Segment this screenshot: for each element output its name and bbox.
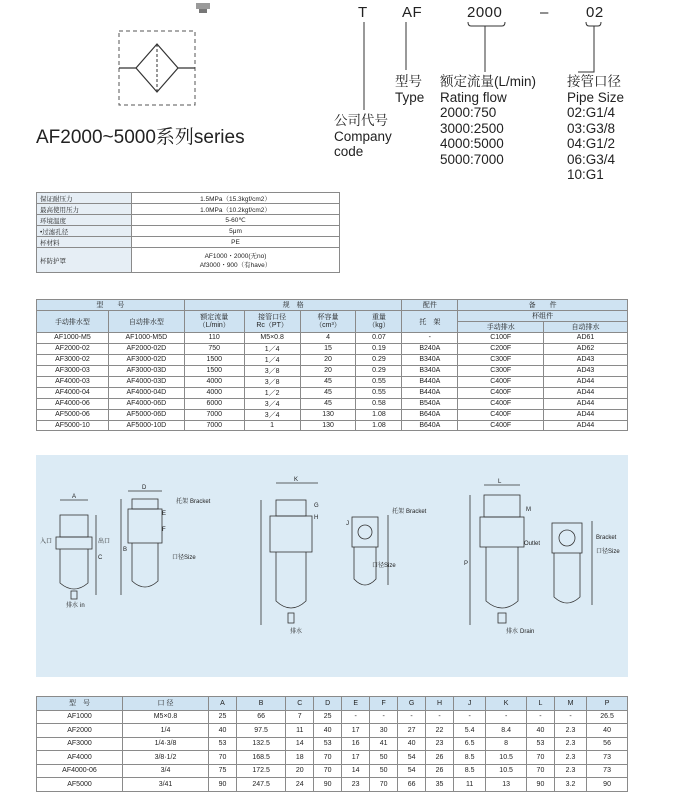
dimension-cell: 53 <box>526 737 554 751</box>
auto-drain-header: 自动排水 <box>544 322 628 333</box>
outlet-label: 出口 <box>98 539 111 545</box>
diagram-labels <box>40 477 620 635</box>
model-subheader-row <box>37 311 628 322</box>
bracket-header: 托 架 <box>402 311 458 333</box>
model-cell: AF4000-06D <box>108 398 184 409</box>
dimension-cell: 25 <box>314 710 342 724</box>
dimension-cell: - <box>554 710 586 724</box>
model-cell: AD44 <box>544 409 628 420</box>
dim-letter: K <box>294 477 299 483</box>
model-cell: 3／8 <box>244 365 300 376</box>
dimension-cell: 35 <box>426 778 454 792</box>
dimension-cell: - <box>370 710 398 724</box>
dimension-cell: 3.2 <box>554 778 586 792</box>
model-cell: AF5000-06D <box>108 409 184 420</box>
spec-row <box>37 215 340 226</box>
model-row <box>37 365 628 376</box>
dimension-cell: 50 <box>370 764 398 778</box>
spec-key: 环境温度 <box>37 215 132 226</box>
spec-value: 1.5MPa（15.3kgf/cm2） <box>132 193 340 204</box>
model-cell: 130 <box>300 420 356 431</box>
model-cell: AD44 <box>544 398 628 409</box>
dimension-cell: 1/4·3/8 <box>123 737 209 751</box>
model-cell: C400F <box>458 409 544 420</box>
dimension-cell: 13 <box>486 778 527 792</box>
dimension-cell: 26.5 <box>587 710 628 724</box>
model-cell: 130 <box>300 409 356 420</box>
drain-label-3: 排水 <box>506 629 519 635</box>
dim-letter: D <box>142 485 147 491</box>
model-cell: 1.08 <box>356 409 402 420</box>
dimension-cell: 26 <box>426 751 454 765</box>
model-cell: AF3000-03D <box>108 365 184 376</box>
dimension-row <box>37 724 628 738</box>
dimension-cell: 54 <box>398 764 426 778</box>
model-cell: AD43 <box>544 354 628 365</box>
dim-letter: B <box>123 547 128 553</box>
dimension-cell: M5×0.8 <box>123 710 209 724</box>
model-cell: AF1000-M5D <box>108 333 184 344</box>
dimension-header: F <box>370 697 398 711</box>
model-cell: AF1000-M5 <box>37 333 109 344</box>
code-part-flow: 2000 <box>467 4 503 21</box>
model-cell: AF4000-06 <box>37 398 109 409</box>
model-cell: 0.29 <box>356 354 402 365</box>
model-cell: 3／8 <box>244 376 300 387</box>
dimension-cell: 247.5 <box>236 778 285 792</box>
model-row <box>37 376 628 387</box>
spec-value: 1.0MPa（10.2kgf/cm2） <box>132 204 340 215</box>
model-cell: 0.58 <box>356 398 402 409</box>
drain-label: 排水 <box>66 603 79 609</box>
dimension-cell: 2.3 <box>554 751 586 765</box>
dimension-cell: 40 <box>314 724 342 738</box>
model-header-row <box>37 300 628 311</box>
cup-assy-header: 杯组件 <box>458 311 628 322</box>
dimension-cell: 168.5 <box>236 751 285 765</box>
model-cell: 1 <box>244 420 300 431</box>
model-cell: 4 <box>300 333 356 344</box>
code-part-type: AF <box>402 4 423 21</box>
dimension-header: B <box>236 697 285 711</box>
model-cell: AF5000-06 <box>37 409 109 420</box>
spec-key: •过滤孔径 <box>37 226 132 237</box>
dimension-cell: 3/41 <box>123 778 209 792</box>
model-cell: 0.07 <box>356 333 402 344</box>
dimension-cell: AF3000 <box>37 737 123 751</box>
model-cell: 4000 <box>184 387 244 398</box>
dimension-cell: 26 <box>426 764 454 778</box>
code-part-pipe: 02 <box>586 4 604 21</box>
size-en-label-3: Size <box>608 549 620 555</box>
dim-letter: M <box>526 507 531 513</box>
dimension-cell: 41 <box>370 737 398 751</box>
dimension-drawings <box>36 455 628 677</box>
dimension-cell: 40 <box>587 724 628 738</box>
dimension-cell: 11 <box>286 724 314 738</box>
weight-header: 重量 （kg） <box>356 311 402 333</box>
model-cell: AF2000-02D <box>108 343 184 354</box>
dim-letter: G <box>314 503 319 509</box>
model-cell: C400F <box>458 398 544 409</box>
dimension-header: G <box>398 697 426 711</box>
dimension-cell: 73 <box>587 751 628 765</box>
size-en-label-2: Size <box>384 563 396 569</box>
dimension-cell: 23 <box>426 737 454 751</box>
product-photo-fragment <box>190 0 216 10</box>
model-cell: B340A <box>402 354 458 365</box>
dimension-cell: 172.5 <box>236 764 285 778</box>
dimension-cell: 25 <box>209 710 237 724</box>
dimension-cell: 50 <box>370 751 398 765</box>
model-cell: AD43 <box>544 365 628 376</box>
dimension-cell: - <box>486 710 527 724</box>
dimension-cell: AF4000-06 <box>37 764 123 778</box>
dimension-cell: 20 <box>286 764 314 778</box>
dimension-cell: 40 <box>209 724 237 738</box>
dimension-cell: 30 <box>370 724 398 738</box>
spec-row <box>37 204 340 215</box>
dimension-cell: 3/4 <box>123 764 209 778</box>
dimension-cell: 5.4 <box>454 724 486 738</box>
model-cell: B240A <box>402 343 458 354</box>
dimension-cell: 56 <box>587 737 628 751</box>
model-cell: AF5000-10 <box>37 420 109 431</box>
model-cell: 7000 <box>184 409 244 420</box>
dimension-header: J <box>454 697 486 711</box>
spec-key: 最高使用压力 <box>37 204 132 215</box>
series-title: AF2000~5000系列series <box>36 127 245 148</box>
model-cell: - <box>402 333 458 344</box>
dimension-cell: AF4000 <box>37 751 123 765</box>
dimension-cell: 17 <box>342 751 370 765</box>
model-cell: B540A <box>402 398 458 409</box>
dimension-header: L <box>526 697 554 711</box>
dimension-cell: 8.5 <box>454 764 486 778</box>
dim-letter: E <box>162 511 167 517</box>
dimension-cell: 70 <box>314 751 342 765</box>
dimension-cell: 8 <box>486 737 527 751</box>
model-cell: B640A <box>402 409 458 420</box>
manual-header: 手动排水型 <box>37 311 109 333</box>
model-cell: 1500 <box>184 354 244 365</box>
dimension-header: K <box>486 697 527 711</box>
bracket-en-label-2: Bracket <box>406 509 427 515</box>
model-cell: 15 <box>300 343 356 354</box>
model-header: 型 号 <box>37 300 185 311</box>
dim-letter: F <box>162 527 166 533</box>
bracket-en-label-3: Bracket <box>596 535 617 541</box>
model-cell: AF3000-03 <box>37 365 109 376</box>
port-size-label-3: 口径 <box>596 549 609 555</box>
accessory-header: 配件 <box>402 300 458 311</box>
dimension-cell: 90 <box>526 778 554 792</box>
drain-en-label: Drain <box>520 629 535 635</box>
model-cell: C300F <box>458 365 544 376</box>
code-part-dash: – <box>540 4 549 21</box>
drain-label-2: 排水 <box>290 629 303 635</box>
rating-flow-label: 额定流量(L/min) Rating flow 2000:750 3000:2500 4000:5000 5000:7000 <box>440 74 537 167</box>
dimension-cell: 11 <box>454 778 486 792</box>
dimension-cell: 90 <box>209 778 237 792</box>
model-cell: C400F <box>458 420 544 431</box>
inlet-label: 入口 <box>40 539 53 545</box>
model-cell: 1／2 <box>244 387 300 398</box>
dimension-cell: 16 <box>342 737 370 751</box>
model-row <box>37 409 628 420</box>
dimension-cell: - <box>454 710 486 724</box>
dimension-cell: 18 <box>286 751 314 765</box>
dimension-header: C <box>286 697 314 711</box>
spec-value: 5-60℃ <box>132 215 340 226</box>
dimension-row <box>37 737 628 751</box>
dimension-cell: 27 <box>398 724 426 738</box>
code-part-company: T <box>358 4 368 21</box>
dimension-cell: 6.5 <box>454 737 486 751</box>
model-cell: 750 <box>184 343 244 354</box>
dimension-cell: 14 <box>342 764 370 778</box>
model-cell: AF4000-04D <box>108 387 184 398</box>
dimension-header: E <box>342 697 370 711</box>
spec-key: 杯防护罩 <box>37 248 132 273</box>
model-cell: AD44 <box>544 420 628 431</box>
dimension-row <box>37 751 628 765</box>
bracket-label-2: 托架 <box>392 509 405 515</box>
dimension-cell: 10.5 <box>486 751 527 765</box>
dimension-header: H <box>426 697 454 711</box>
dimension-cell: 53 <box>209 737 237 751</box>
dimension-cell: 7 <box>286 710 314 724</box>
model-cell: AF3000-02D <box>108 354 184 365</box>
dimension-cell: 70 <box>370 778 398 792</box>
model-cell: B640A <box>402 420 458 431</box>
model-cell: AF4000-03D <box>108 376 184 387</box>
dimension-cell: 8.4 <box>486 724 527 738</box>
company-code-label: 公司代号 Company code <box>334 113 392 159</box>
model-cell: AF4000-03 <box>37 376 109 387</box>
model-cell: AD44 <box>544 376 628 387</box>
dimension-cell: 23 <box>342 778 370 792</box>
model-cell: 45 <box>300 398 356 409</box>
spare-header: 备 件 <box>458 300 628 311</box>
dimension-header-row <box>37 697 628 711</box>
model-cell: 0.19 <box>356 343 402 354</box>
model-cell: 7000 <box>184 420 244 431</box>
dim-letter: C <box>98 555 103 561</box>
dimension-cell: 97.5 <box>236 724 285 738</box>
pipe-size-label: 接管口径 Pipe Size 02:G1/4 03:G3/8 04:G1/2 06:G3/4 10:G1 <box>567 74 625 182</box>
spec-row <box>37 226 340 237</box>
dimension-cell: - <box>426 710 454 724</box>
model-cell: AD61 <box>544 333 628 344</box>
bracket-en-label: Bracket <box>190 499 211 505</box>
type-label: 型号 Type <box>395 74 425 105</box>
dimension-row <box>37 764 628 778</box>
flow-header: 额定流量 （L/min） <box>184 311 244 333</box>
model-cell: 110 <box>184 333 244 344</box>
dimension-cell: 53 <box>314 737 342 751</box>
auto-header: 自动排水型 <box>108 311 184 333</box>
model-cell: AF4000-04 <box>37 387 109 398</box>
dim-letter: H <box>314 515 319 521</box>
dimension-cell: 90 <box>587 778 628 792</box>
dimension-cell: 70 <box>526 764 554 778</box>
bracket-label: 托架 <box>176 499 189 505</box>
outlet-en-label: Outlet <box>524 541 541 547</box>
cup-header: 杯容量 （cm³） <box>300 311 356 333</box>
spec-value: PE <box>132 237 340 248</box>
dimension-cell: - <box>398 710 426 724</box>
model-cell: 0.29 <box>356 365 402 376</box>
dimension-cell: - <box>526 710 554 724</box>
model-cell: 6000 <box>184 398 244 409</box>
port-header: 接管口径 Rc（PT） <box>244 311 300 333</box>
filter-symbol-icon <box>118 30 196 106</box>
dimension-table <box>36 696 628 792</box>
model-row <box>37 333 628 344</box>
dimension-cell: 1/4 <box>123 724 209 738</box>
dimension-cell: 132.5 <box>236 737 285 751</box>
drain-en-short-label: in <box>80 603 85 609</box>
dimension-header: 型 号 <box>37 697 123 711</box>
model-cell: 4000 <box>184 376 244 387</box>
model-cell: AF5000-10D <box>108 420 184 431</box>
dimension-cell: 3/8·1/2 <box>123 751 209 765</box>
dimension-cell: 70 <box>209 751 237 765</box>
dim-letter: A <box>72 494 77 500</box>
spec-row <box>37 193 340 204</box>
dimension-cell: 66 <box>398 778 426 792</box>
dim-letter: P <box>464 561 469 567</box>
model-cell: C100F <box>458 333 544 344</box>
model-row <box>37 398 628 409</box>
model-cell: B340A <box>402 365 458 376</box>
dimension-header: D <box>314 697 342 711</box>
dim-letter: L <box>498 479 502 485</box>
dimension-row <box>37 710 628 724</box>
model-cell: C400F <box>458 387 544 398</box>
dimension-cell: 2.3 <box>554 764 586 778</box>
dimension-cell: 70 <box>526 751 554 765</box>
dimension-cell: 24 <box>286 778 314 792</box>
model-cell: 45 <box>300 376 356 387</box>
dimension-cell: 14 <box>286 737 314 751</box>
dimension-cell: AF5000 <box>37 778 123 792</box>
model-cell: C400F <box>458 376 544 387</box>
dimension-header: A <box>209 697 237 711</box>
model-cell: 1／4 <box>244 343 300 354</box>
dim-letter: J <box>346 521 349 527</box>
dimension-cell: 73 <box>587 764 628 778</box>
dimension-header: P <box>587 697 628 711</box>
model-cell: 1.08 <box>356 420 402 431</box>
dimension-cell: 2.3 <box>554 724 586 738</box>
model-cell: B440A <box>402 387 458 398</box>
model-table <box>36 299 628 431</box>
model-cell: M5×0.8 <box>244 333 300 344</box>
dimension-cell: 8.5 <box>454 751 486 765</box>
model-cell: AD44 <box>544 387 628 398</box>
model-cell: 0.55 <box>356 387 402 398</box>
spec-header: 规 格 <box>184 300 402 311</box>
spec-row <box>37 237 340 248</box>
spec-table <box>36 192 340 273</box>
model-cell: 1／4 <box>244 354 300 365</box>
model-row <box>37 387 628 398</box>
dimension-cell: 22 <box>426 724 454 738</box>
model-cell: AD62 <box>544 343 628 354</box>
model-row <box>37 343 628 354</box>
dimension-cell: 75 <box>209 764 237 778</box>
model-cell: 1500 <box>184 365 244 376</box>
dimension-cell: 2.3 <box>554 737 586 751</box>
model-cell: AF3000-02 <box>37 354 109 365</box>
dimension-cell: 40 <box>398 737 426 751</box>
model-cell: B440A <box>402 376 458 387</box>
port-size-label: 口径 <box>172 555 185 561</box>
dimension-cell: 54 <box>398 751 426 765</box>
spec-value: 5μm <box>132 226 340 237</box>
model-cell: C200F <box>458 343 544 354</box>
manual-drain-header: 手动排水 <box>458 322 544 333</box>
size-en-label: Size <box>184 555 196 561</box>
dimension-cell: 90 <box>314 778 342 792</box>
dimension-row <box>37 778 628 792</box>
dimension-cell: 70 <box>314 764 342 778</box>
model-cell: 45 <box>300 387 356 398</box>
model-cell: 20 <box>300 365 356 376</box>
dimension-diagrams <box>36 455 628 677</box>
spec-key: 保证耐压力 <box>37 193 132 204</box>
model-cell: 3／4 <box>244 409 300 420</box>
model-row <box>37 354 628 365</box>
dimension-cell: AF1000 <box>37 710 123 724</box>
model-cell: 20 <box>300 354 356 365</box>
spec-value: AF1000・2000(无no) Af3000・900（有have） <box>132 248 340 273</box>
dimension-header: M <box>554 697 586 711</box>
dimension-cell: - <box>342 710 370 724</box>
dimension-cell: 17 <box>342 724 370 738</box>
spec-row <box>37 248 340 273</box>
model-cell: AF2000-02 <box>37 343 109 354</box>
model-row <box>37 420 628 431</box>
model-cell: C300F <box>458 354 544 365</box>
dimension-cell: 66 <box>236 710 285 724</box>
model-cell: 0.55 <box>356 376 402 387</box>
port-size-label-2: 口径 <box>372 563 385 569</box>
dimension-cell: 10.5 <box>486 764 527 778</box>
dimension-cell: AF2000 <box>37 724 123 738</box>
dimension-header: 口 径 <box>123 697 209 711</box>
spec-key: 杯材料 <box>37 237 132 248</box>
model-cell: 3／4 <box>244 398 300 409</box>
dimension-cell: 40 <box>526 724 554 738</box>
